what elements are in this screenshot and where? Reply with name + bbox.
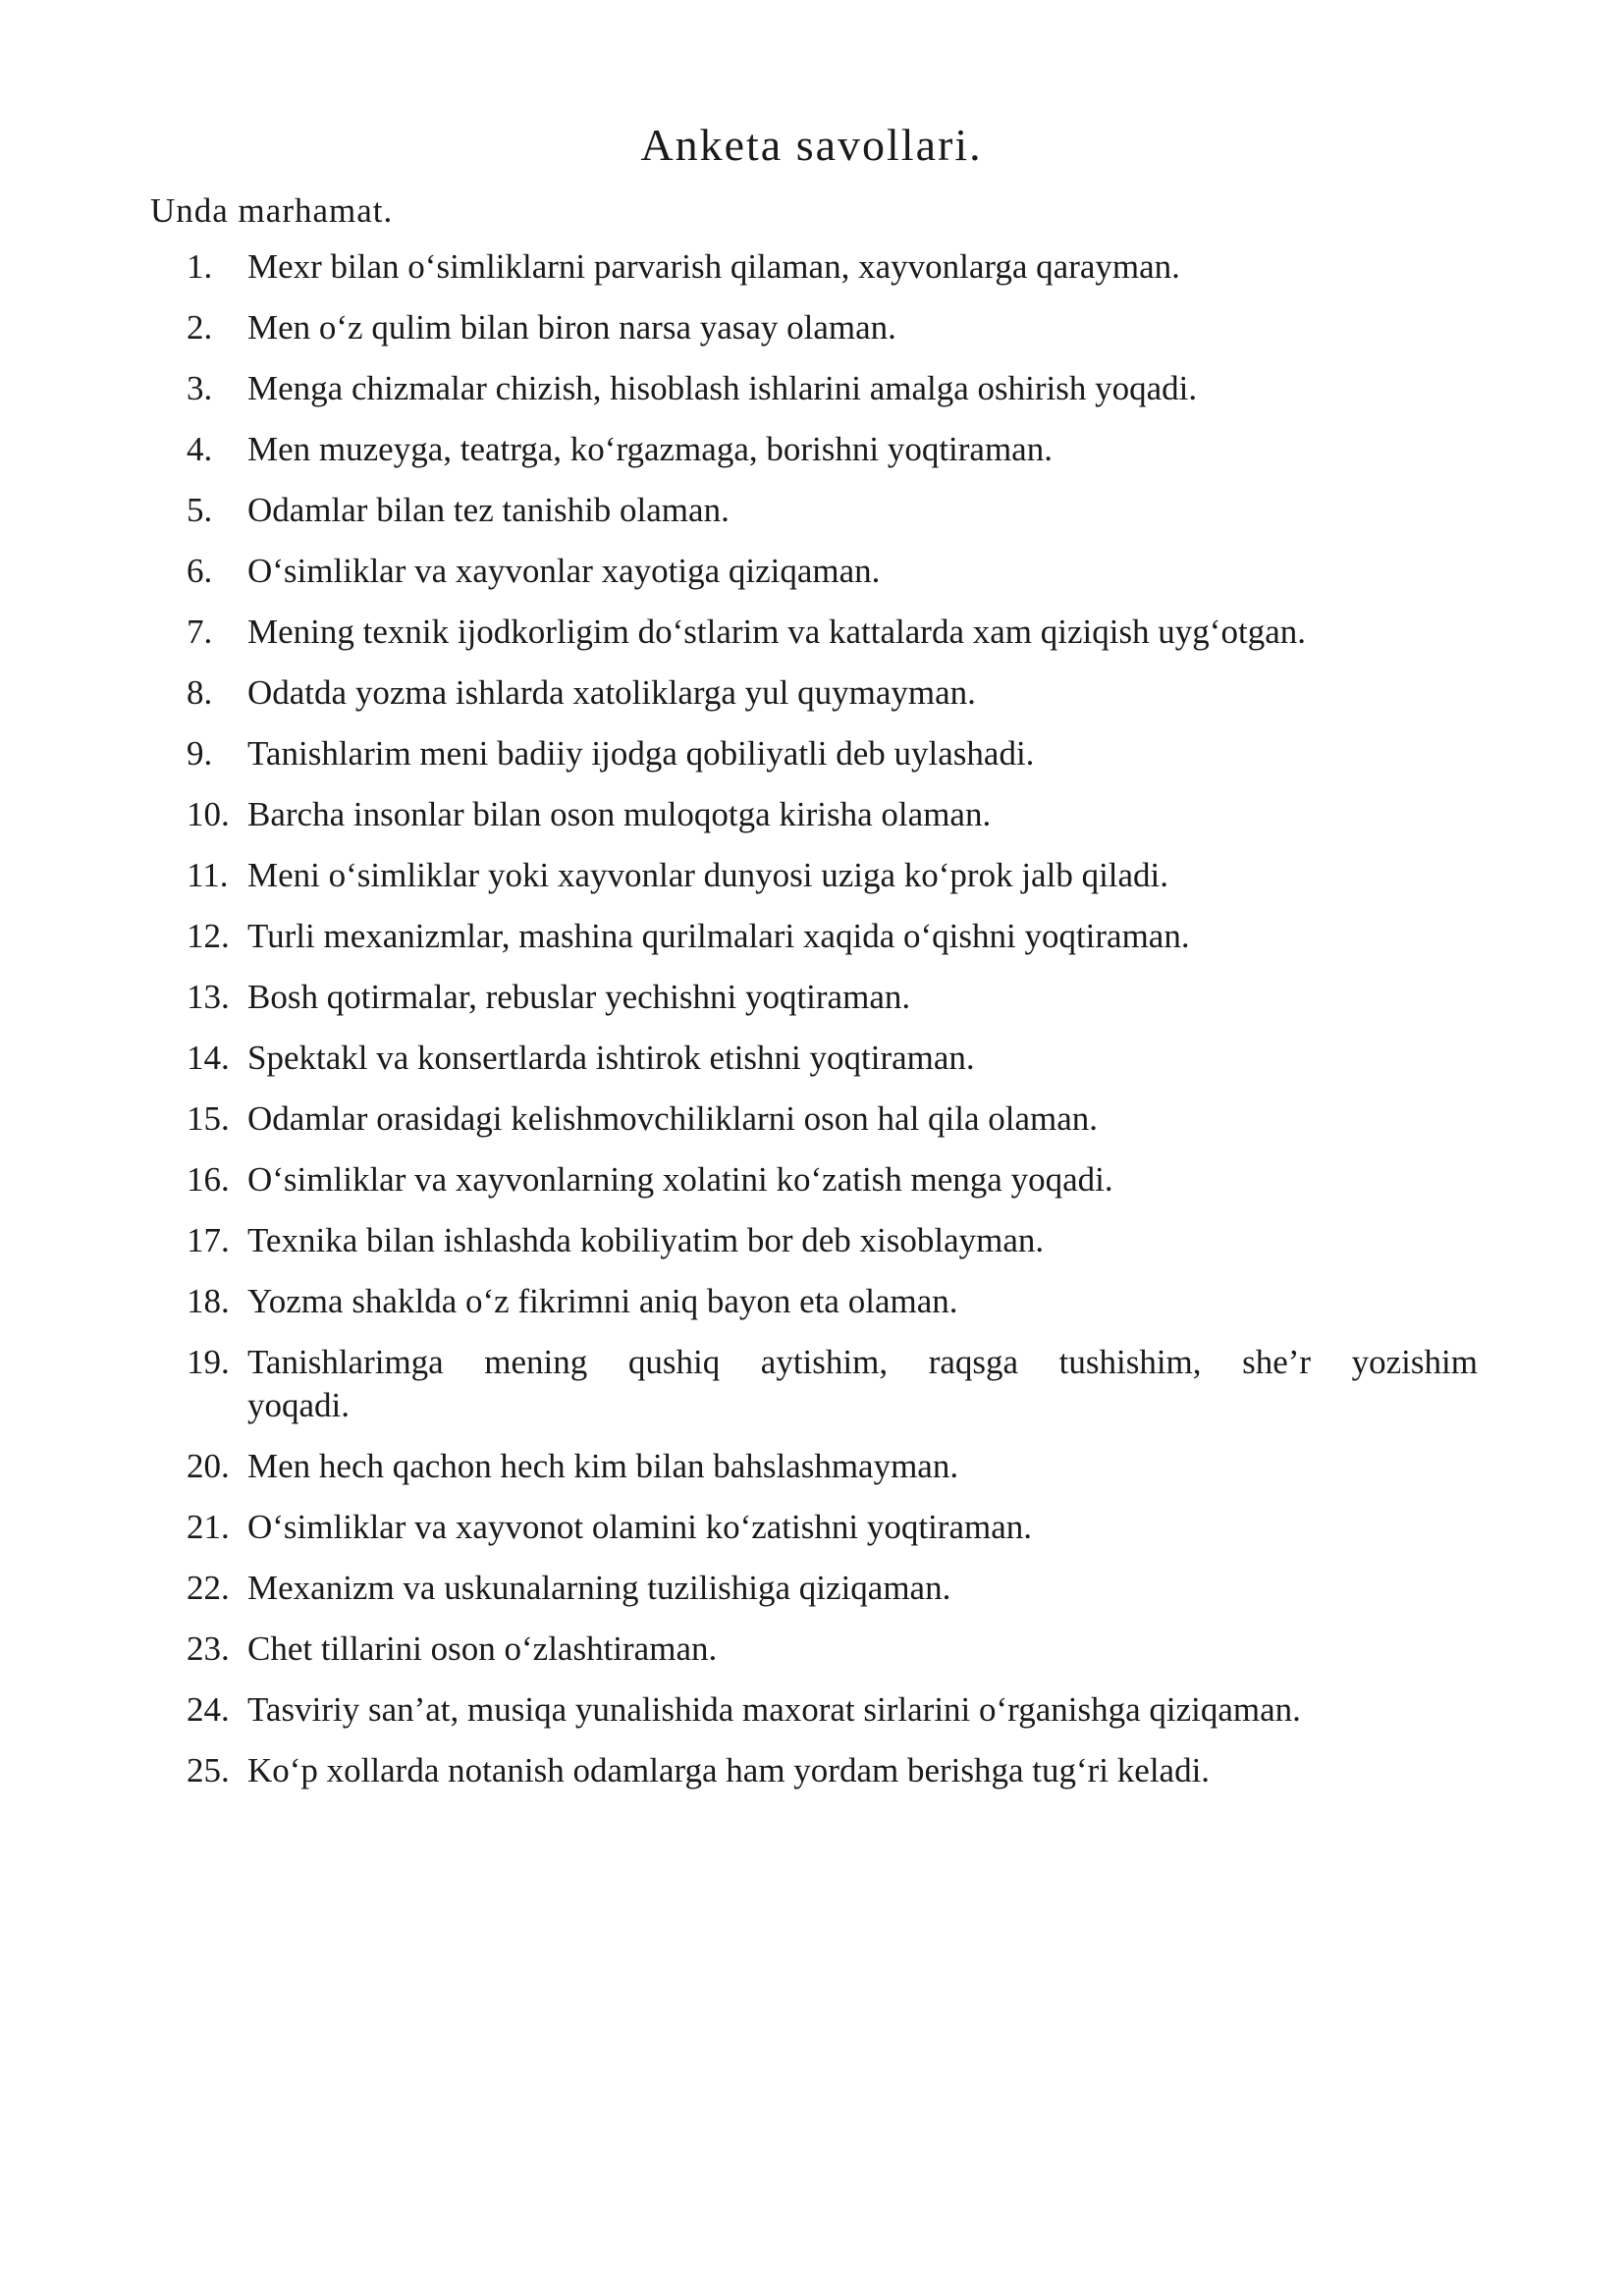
item-text: Odamlar bilan tez tanishib olaman. (247, 491, 730, 529)
item-text: O‘simliklar va xayvonlar xayotiga qiziqaman. (247, 552, 881, 590)
item-number: 24. (187, 1690, 230, 1729)
item-text-line2: yoqadi. (247, 1386, 351, 1424)
item-text: Yozma shaklda o‘z fikrimni aniq bayon eta olaman. (247, 1282, 958, 1320)
item-number: 3. (187, 369, 213, 407)
item-text: Texnika bilan ishlashda kobiliyatim bor deb xisoblayman. (247, 1221, 1045, 1259)
item-text: Men o‘z qulim bilan biron narsa yasay olaman. (247, 308, 896, 347)
item-text: Spektakl va konsertlarda ishtirok etishni yoqtiraman. (247, 1039, 975, 1077)
item-number: 19. (187, 1343, 230, 1381)
item-number: 2. (187, 308, 213, 347)
item-text: Bosh qotirmalar, rebuslar yechishni yoqtiraman. (247, 978, 911, 1016)
intro-text: Unda marhamat. (150, 191, 394, 230)
item-number: 10. (187, 795, 230, 833)
item-number: 7. (187, 613, 213, 651)
item-text: Men hech qachon hech kim bilan bahslashmayman. (247, 1447, 959, 1485)
item-number: 1. (187, 247, 213, 286)
item-number: 13. (187, 978, 230, 1016)
word: she’r (1242, 1343, 1312, 1381)
item-text: Menga chizmalar chizish, hisoblash ishlarini amalga oshirish yoqadi. (247, 369, 1198, 407)
item-text: Tasviriy san’at, musiqa yunalishida maxorat sirlarini o‘rganishga qiziqaman. (247, 1690, 1301, 1729)
item-text: Odatda yozma ishlarda xatoliklarga yul quymayman. (247, 673, 976, 712)
item-number: 25. (187, 1751, 230, 1789)
item-text-line1 (247, 1341, 1478, 1384)
word: aytishim, (760, 1343, 889, 1381)
item-number: 8. (187, 673, 213, 712)
item-text: Mexr bilan o‘simliklarni parvarish qilaman, xayvonlarga qarayman. (247, 247, 1180, 286)
word: tushishim, (1058, 1343, 1202, 1381)
item-number: 16. (187, 1160, 230, 1199)
item-number: 17. (187, 1221, 230, 1259)
item-number: 18. (187, 1282, 230, 1320)
item-number: 14. (187, 1039, 230, 1077)
item-text: Tanishlarim meni badiiy ijodga qobiliyatli deb uylashadi. (247, 734, 1035, 773)
item-text: Odamlar orasidagi kelishmovchiliklarni oson hal qila olaman. (247, 1099, 1099, 1138)
word: qushiq (627, 1343, 721, 1381)
item-number: 21. (187, 1508, 230, 1546)
item-number: 4. (187, 430, 213, 468)
item-text: O‘simliklar va xayvonot olamini ko‘zatishni yoqtiraman. (247, 1508, 1033, 1546)
item-number: 22. (187, 1569, 230, 1607)
item-text: Meni o‘simliklar yoki xayvonlar dunyosi uziga ko‘prok jalb qiladi. (247, 856, 1169, 894)
item-number: 15. (187, 1099, 230, 1138)
item-number: 6. (187, 552, 213, 590)
item-number: 5. (187, 491, 213, 529)
word: mening (484, 1343, 588, 1381)
item-text: O‘simliklar va xayvonlarning xolatini ko‘zatish menga yoqadi. (247, 1160, 1113, 1199)
item-text-wrapped (247, 1341, 1478, 1427)
item-text: Turli mexanizmlar, mashina qurilmalari xaqida o‘qishni yoqtiraman. (247, 917, 1190, 955)
document-title: Anketa savollari. (640, 120, 983, 170)
item-text: Mexanizm va uskunalarning tuzilishiga qiziqaman. (247, 1569, 951, 1607)
item-text: Barcha insonlar bilan oson muloqotga kirisha olaman. (247, 795, 992, 833)
item-number: 20. (187, 1447, 230, 1485)
item-text: Men muzeyga, teatrga, ko‘rgazmaga, borishni yoqtiraman. (247, 430, 1053, 468)
item-number: 9. (187, 734, 213, 773)
item-number: 23. (187, 1629, 230, 1668)
word: raqsga (928, 1343, 1019, 1381)
word: Tanishlarimga (247, 1343, 444, 1381)
item-text: Ko‘p xollarda notanish odamlarga ham yordam berishga tug‘ri keladi. (247, 1751, 1211, 1789)
item-number: 12. (187, 917, 230, 955)
item-number: 11. (187, 856, 229, 894)
word: yozishim (1351, 1343, 1478, 1381)
item-text: Chet tillarini oson o‘zlashtiraman. (247, 1629, 718, 1668)
item-text: Mening texnik ijodkorligim do‘stlarim va kattalarda xam qiziqish uyg‘otgan. (247, 613, 1306, 651)
